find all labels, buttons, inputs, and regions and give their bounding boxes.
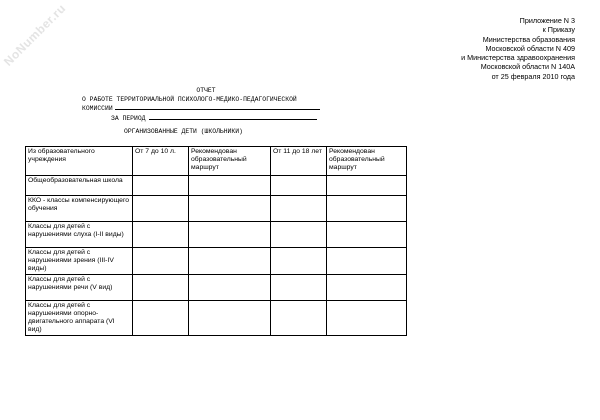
row-label: Классы для детей с нарушениями речи (V вид)	[26, 275, 133, 301]
column-header: Рекомендован образовательный маршрут	[189, 147, 271, 176]
period-line	[62, 114, 332, 123]
table-row	[26, 248, 407, 275]
row-label: ККО - классы компенсирующего обучения	[26, 196, 133, 222]
appendix-note	[355, 16, 575, 81]
period-label: ЗА ПЕРИОД	[111, 114, 146, 122]
appendix-line: к Приказу	[542, 25, 575, 35]
period-blank-field[interactable]	[149, 114, 317, 120]
column-header: От 7 до 10 л.	[133, 147, 189, 176]
table-row	[26, 176, 407, 196]
table-row	[26, 222, 407, 248]
table-cell[interactable]	[327, 248, 407, 275]
table-cell[interactable]	[133, 176, 189, 196]
appendix-line: и Министерства здравоохранения	[461, 53, 575, 63]
report-title: ОТЧЕТ	[196, 87, 216, 94]
table-row	[26, 196, 407, 222]
commission-line	[62, 104, 332, 113]
table-cell[interactable]	[327, 222, 407, 248]
column-header: Рекомендован образовательный маршрут	[327, 147, 407, 176]
table-cell[interactable]	[133, 275, 189, 301]
commission-blank-field[interactable]	[115, 104, 320, 110]
table-cell[interactable]	[133, 301, 189, 336]
table-cell[interactable]	[133, 222, 189, 248]
report-subtitle: О РАБОТЕ ТЕРРИТОРИАЛЬНОЙ ПСИХОЛОГО-МЕДИКО-ПЕДАГОГИЧЕСКОЙ	[82, 96, 297, 104]
table-cell[interactable]	[189, 176, 271, 196]
table-cell[interactable]	[189, 301, 271, 336]
report-table	[25, 146, 407, 336]
table-header-row	[26, 147, 407, 176]
table-cell[interactable]	[271, 301, 327, 336]
column-header: От 11 до 18 лет	[271, 147, 327, 176]
report-header	[62, 86, 332, 136]
appendix-line: Московской области N 409	[485, 43, 575, 53]
appendix-line: от 25 февраля 2010 года	[491, 71, 575, 81]
table-cell[interactable]	[189, 275, 271, 301]
appendix-line: Московской области N 140А	[480, 62, 575, 72]
table-cell[interactable]	[327, 275, 407, 301]
table-cell[interactable]	[133, 248, 189, 275]
table-cell[interactable]	[327, 176, 407, 196]
table-cell[interactable]	[271, 176, 327, 196]
table-cell[interactable]	[189, 196, 271, 222]
table-cell[interactable]	[271, 248, 327, 275]
table-cell[interactable]	[133, 196, 189, 222]
table-row	[26, 275, 407, 301]
table-cell[interactable]	[327, 196, 407, 222]
row-label: Общеобразовательная школа	[26, 176, 133, 196]
row-label: Классы для детей с нарушениями зрения (III-IV виды)	[26, 248, 133, 275]
table-cell[interactable]	[189, 222, 271, 248]
row-label: Классы для детей с нарушениями слуха (I-II виды)	[26, 222, 133, 248]
row-label: Классы для детей с нарушениями опорно-двигательного аппарата (VI вид)	[26, 301, 133, 336]
appendix-line: Министерства образования	[482, 34, 575, 44]
appendix-line: Приложение N 3	[519, 16, 575, 25]
table-cell[interactable]	[271, 275, 327, 301]
table-cell[interactable]	[271, 222, 327, 248]
table-cell[interactable]	[271, 196, 327, 222]
commission-label: КОМИССИИ	[82, 105, 113, 113]
table-row	[26, 301, 407, 336]
table-cell[interactable]	[327, 301, 407, 336]
table-cell[interactable]	[189, 248, 271, 275]
watermark: NoNumber.ru	[0, 1, 69, 69]
column-header: Из образовательного учреждения	[26, 147, 133, 176]
section-title: ОРГАНИЗОВАННЫЕ ДЕТИ (ШКОЛЬНИКИ)	[124, 127, 243, 135]
